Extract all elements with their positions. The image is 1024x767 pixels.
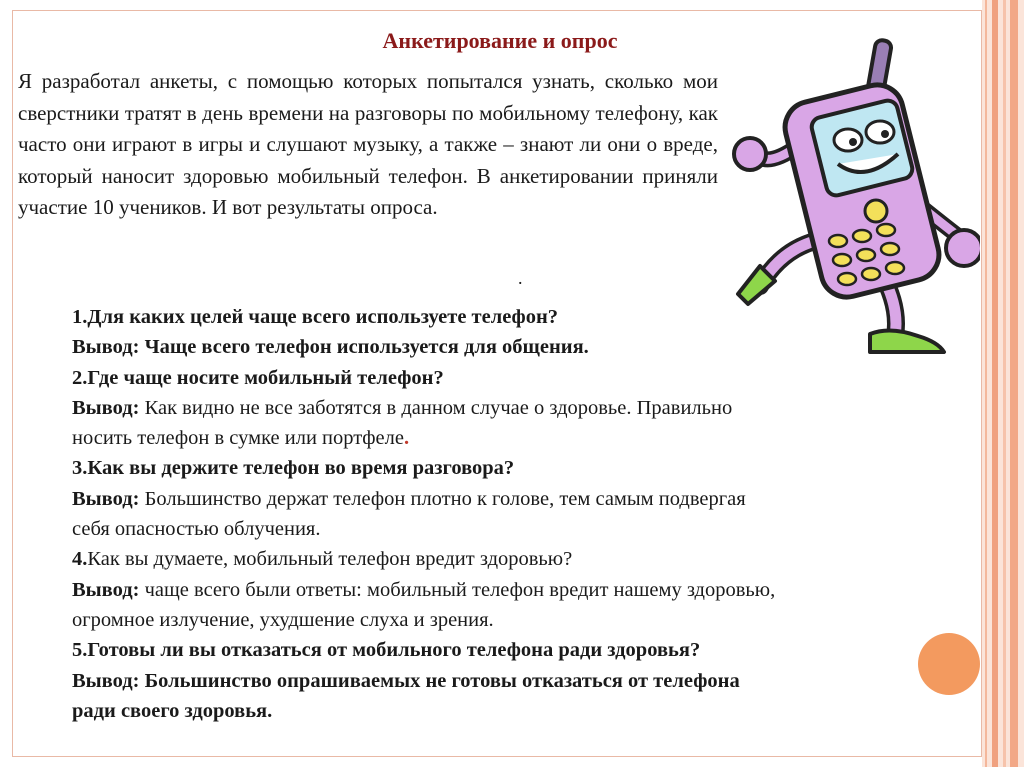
answer-label: Вывод: bbox=[72, 336, 145, 359]
answer-label: Вывод: bbox=[72, 396, 140, 419]
answer-text: Большинство держат телефон плотно к голове, тем самым подвергая bbox=[139, 487, 746, 510]
answer-2 bbox=[72, 393, 952, 423]
answer-label: Вывод: bbox=[72, 669, 145, 692]
answer-text: Чаще всего телефон используется для общения. bbox=[144, 336, 589, 359]
answer-2-continued bbox=[72, 423, 952, 453]
decorative-stripe bbox=[992, 0, 998, 767]
question-text: Как вы думаете, мобильный телефон вредит здоровью? bbox=[87, 548, 573, 571]
decorative-stripe bbox=[985, 0, 987, 767]
slide-title: Анкетирование и опрос bbox=[382, 28, 618, 53]
answer-5 bbox=[72, 666, 952, 696]
answer-text: чаще всего были ответы: мобильный телефон вредит нашему здоровью, bbox=[139, 578, 776, 601]
decorative-orange-circle bbox=[918, 633, 980, 695]
answer-label: Вывод: bbox=[72, 487, 140, 510]
survey-results bbox=[72, 302, 952, 726]
question-2: 2.Где чаще носите мобильный телефон? bbox=[72, 366, 444, 389]
separator-dot: . bbox=[518, 268, 523, 288]
decorative-stripe bbox=[1003, 0, 1006, 767]
question-number: 4. bbox=[72, 548, 88, 571]
answer-3 bbox=[72, 484, 952, 514]
question-1: 1.Для каких целей чаще всего используете телефон? bbox=[72, 306, 559, 328]
question-3: 3.Как вы держите телефон во время разговора? bbox=[72, 457, 515, 480]
answer-text: носить телефон в сумке или портфеле bbox=[72, 427, 404, 450]
intro-paragraph: Я разработал анкеты, с помощью которых попытался узнать, сколько мои сверстники тратят в день времени на разговоры по мобильному телефону, как часто они играют в игры и слушают музыку, а также – знают ли они о вреде, который наносит здоровью мобильный телефон. В анкетировании приняли участие 10 учеников. И вот результаты опроса. bbox=[18, 69, 718, 219]
question-5: 5.Готовы ли вы отказаться от мобильного телефона ради здоровья? bbox=[72, 639, 701, 662]
answer-5-continued: ради своего здоровья. bbox=[72, 699, 273, 722]
answer-text: Как видно не все заботятся в данном случае о здоровье. Правильно bbox=[139, 396, 733, 419]
answer-3-continued: себя опасностью облучения. bbox=[72, 518, 321, 541]
answer-4-continued: огромное излучение, ухудшение слуха и зрения. bbox=[72, 608, 494, 631]
answer-4 bbox=[72, 575, 952, 605]
cartoon-mobile-phone-icon bbox=[720, 36, 980, 356]
question-4 bbox=[72, 544, 952, 574]
answer-label: Вывод: bbox=[72, 578, 140, 601]
answer-text: Большинство опрашиваемых не готовы отказаться от телефона bbox=[144, 669, 740, 692]
answer-end-mark: . bbox=[403, 427, 410, 450]
decorative-stripe bbox=[1010, 0, 1018, 767]
